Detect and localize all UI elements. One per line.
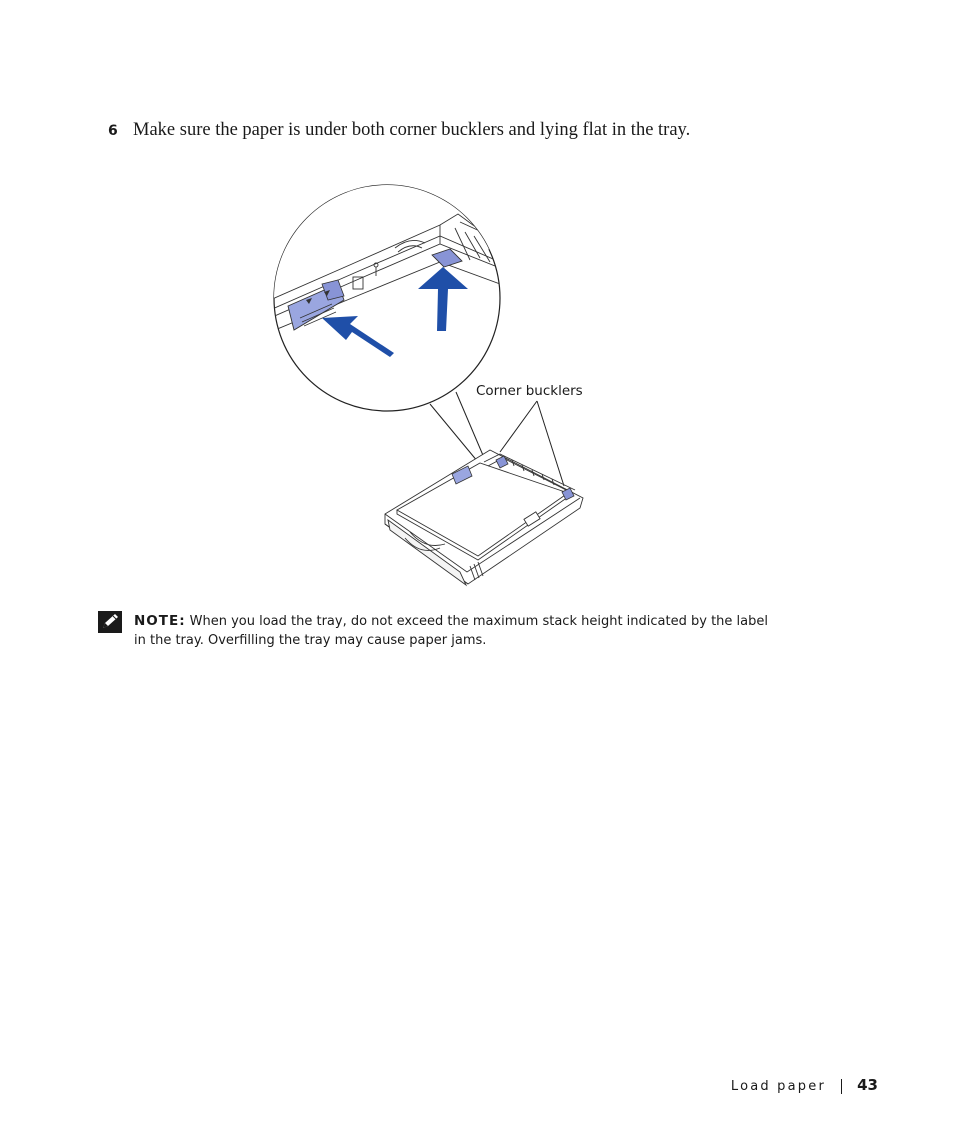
- step-instruction: Make sure the paper is under both corner bucklers and lying flat in the tray.: [133, 120, 691, 140]
- page-number: 43: [857, 1076, 878, 1094]
- note-line-1: [134, 612, 774, 631]
- step-6: [108, 120, 828, 146]
- note-text-1: When you load the tray, do not exceed the maximum stack height indicated by the label: [189, 614, 768, 629]
- footer-section-title: Load paper: [730, 1079, 826, 1094]
- magnified-detail: [270, 175, 500, 411]
- callout-pointer: [430, 392, 485, 462]
- page-footer: [700, 1076, 880, 1098]
- paper-tray: [385, 450, 583, 585]
- footer-separator: [841, 1079, 842, 1094]
- step-number: 6: [108, 123, 118, 139]
- corner-bucklers-label: Corner bucklers: [476, 383, 583, 399]
- note-label: NOTE:: [134, 613, 186, 629]
- pencil-note-icon: [98, 611, 122, 633]
- note-line-2: in the tray. Overfilling the tray may cause paper jams.: [134, 633, 487, 648]
- note-block: [134, 612, 774, 650]
